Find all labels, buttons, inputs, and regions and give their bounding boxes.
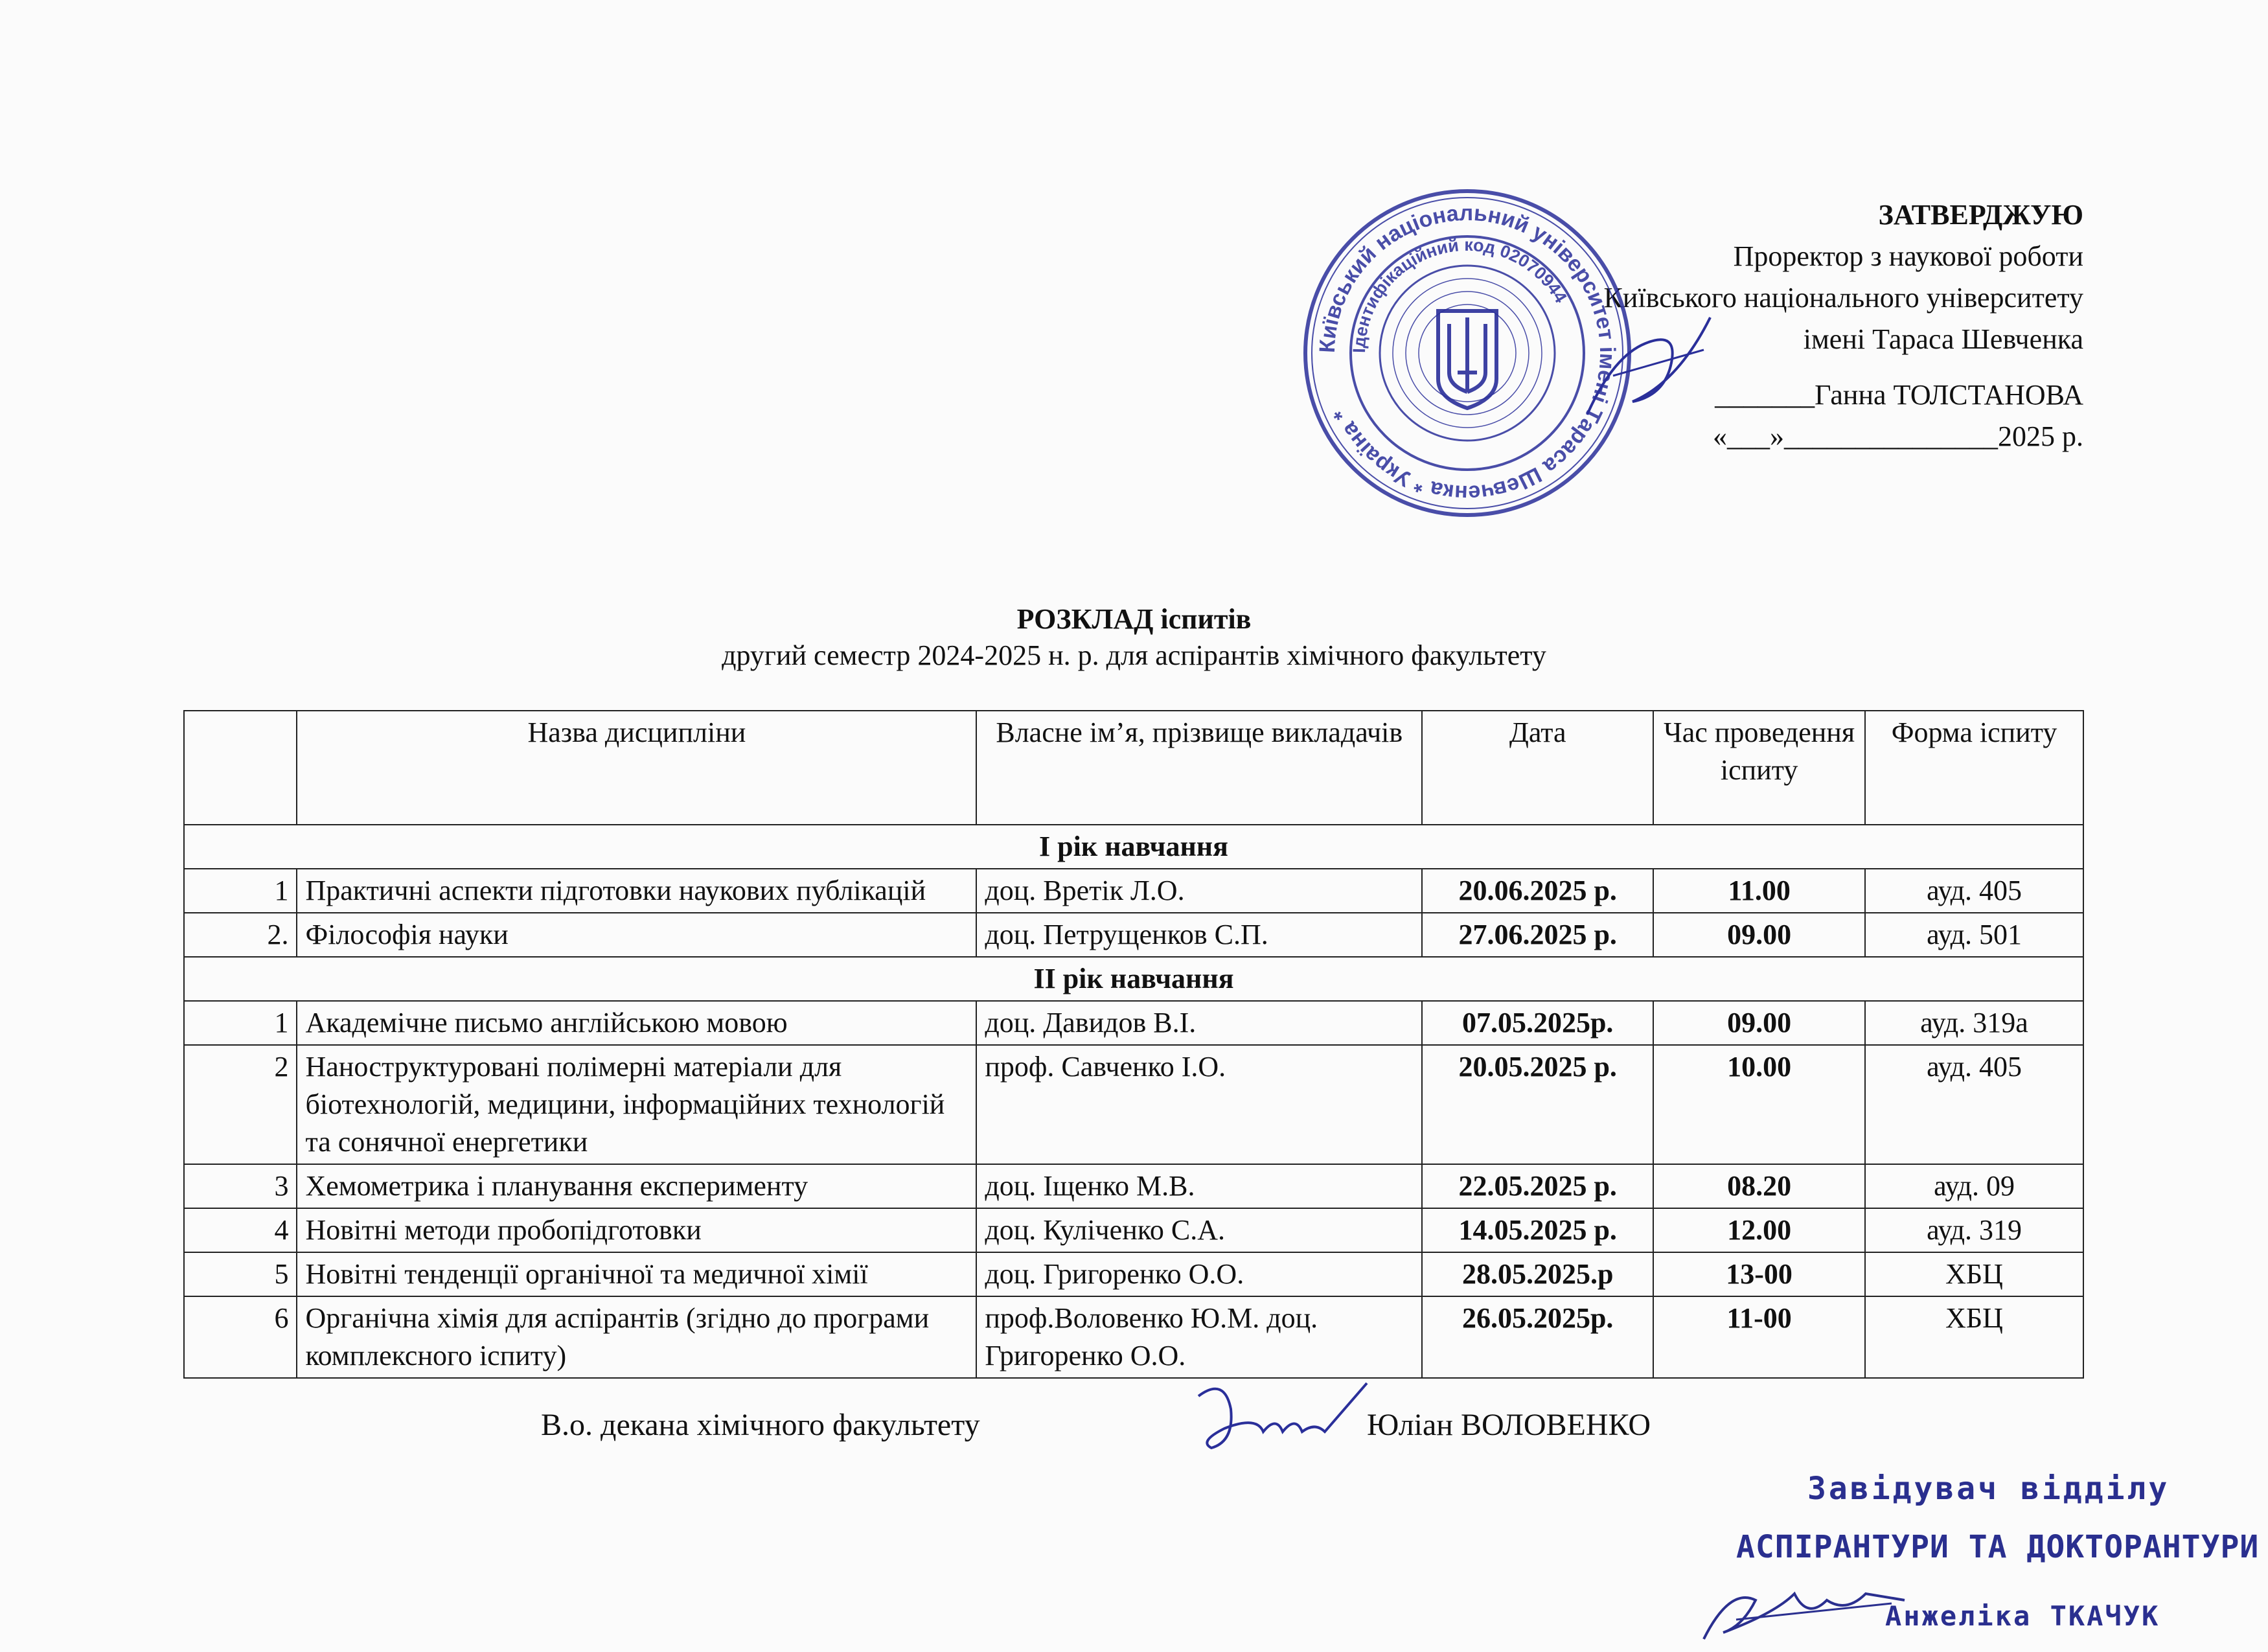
row-date: 20.05.2025 р. — [1422, 1045, 1653, 1164]
row-form: ауд. 319 — [1865, 1208, 2083, 1252]
dean-title: В.о. декана хімічного факультету — [541, 1408, 980, 1442]
row-date: 26.05.2025р. — [1422, 1296, 1653, 1378]
row-discipline: Новітні тенденції органічної та медичної хімії — [297, 1252, 976, 1296]
row-form: ауд. 405 — [1865, 869, 2083, 913]
schedule-title: РОЗКЛАД іспитів — [1016, 603, 1252, 635]
row-num: 3 — [184, 1164, 297, 1208]
row-teacher: проф.Воловенко Ю.М. доц. Григоренко О.О. — [976, 1296, 1422, 1378]
row-time: 08.20 — [1653, 1164, 1865, 1208]
schedule-subtitle: другий семестр 2024-2025 н. р. для аспірантів хімічного факультету — [722, 639, 1546, 671]
row-teacher: проф. Савченко І.О. — [976, 1045, 1422, 1164]
row-time: 09.00 — [1653, 913, 1865, 957]
header-date: Дата — [1422, 711, 1653, 825]
row-teacher: доц. Іщенко М.В. — [976, 1164, 1422, 1208]
row-form: ауд. 09 — [1865, 1164, 2083, 1208]
approval-university: Київського національного університету — [1603, 282, 2083, 314]
row-date: 14.05.2025 р. — [1422, 1208, 1653, 1252]
table-row — [184, 1208, 2083, 1252]
seal-ring-text: Київський національний університет імені Тараса Шевченка * Україна * — [1314, 200, 1620, 506]
row-form: ауд. 319а — [1865, 1001, 2083, 1045]
row-teacher: доц. Куліченко С.А. — [976, 1208, 1422, 1252]
table-row — [184, 1045, 2083, 1164]
rector-signature — [1574, 304, 1723, 434]
row-teacher: доц. Григоренко О.О. — [976, 1252, 1422, 1296]
table-row — [184, 1001, 2083, 1045]
row-time: 13-00 — [1653, 1252, 1865, 1296]
row-num: 5 — [184, 1252, 297, 1296]
row-time: 09.00 — [1653, 1001, 1865, 1045]
seal-inner-text: Ідентифікаційний код 02070944 — [1349, 235, 1571, 354]
approval-signer: _______Ганна ТОЛСТАНОВА — [1715, 379, 2083, 411]
approval-university-name: імені Тараса Шевченка — [1803, 323, 2083, 355]
approval-heading: ЗАТВЕРДЖУЮ — [1878, 199, 2083, 231]
row-discipline: Практичні аспекти підготовки наукових публікацій — [297, 869, 976, 913]
row-num: 2. — [184, 913, 297, 957]
row-teacher: доц. Вретік Л.О. — [976, 869, 1422, 913]
table-header-row — [184, 711, 2083, 825]
header-num — [184, 711, 297, 825]
row-teacher: доц. Давидов В.І. — [976, 1001, 1422, 1045]
table-row — [184, 913, 2083, 957]
row-discipline: Хемометрика і планування експерименту — [297, 1164, 976, 1208]
row-time: 11.00 — [1653, 869, 1865, 913]
row-date: 07.05.2025р. — [1422, 1001, 1653, 1045]
row-date: 27.06.2025 р. — [1422, 913, 1653, 957]
row-num: 4 — [184, 1208, 297, 1252]
year-row — [184, 957, 2083, 1001]
table-row — [184, 1252, 2083, 1296]
row-num: 6 — [184, 1296, 297, 1378]
table-row — [184, 1164, 2083, 1208]
row-discipline: Органічна хімія для аспірантів (згідно до програми комплексного іспиту) — [297, 1296, 976, 1378]
header-teacher: Власне ім’я, прізвище викладачів — [976, 711, 1422, 825]
row-discipline: Академічне письмо англійською мовою — [297, 1001, 976, 1045]
row-discipline: Наноструктуровані полімерні матеріали для біотехнологій, медицини, інформаційних технологій та сонячної енергетики — [297, 1045, 976, 1164]
dept-stamp-line2: АСПІРАНТУРИ ТА ДОКТОРАНТУРИ — [1736, 1529, 2260, 1565]
header-discipline: Назва дисципліни — [297, 711, 976, 825]
table-row — [184, 1296, 2083, 1378]
row-num: 2 — [184, 1045, 297, 1164]
year1-label: І рік навчання — [184, 825, 2083, 869]
table-row — [184, 869, 2083, 913]
approval-position: Проректор з наукової роботи — [1733, 240, 2083, 272]
row-num: 1 — [184, 1001, 297, 1045]
dean-name: Юліан ВОЛОВЕНКО — [1367, 1408, 1651, 1442]
row-date: 20.06.2025 р. — [1422, 869, 1653, 913]
header-time: Час проведення іспиту — [1653, 711, 1865, 825]
row-form: ауд. 405 — [1865, 1045, 2083, 1164]
header-form: Форма іспиту — [1865, 711, 2083, 825]
row-time: 10.00 — [1653, 1045, 1865, 1164]
dept-head-signature — [1697, 1574, 1911, 1652]
row-discipline: Філософія науки — [297, 913, 976, 957]
year2-label: ІІ рік навчання — [184, 957, 2083, 1001]
dept-stamp-line1: Завідувач відділу — [1807, 1471, 2170, 1507]
row-date: 22.05.2025 р. — [1422, 1164, 1653, 1208]
approval-date-line: «___»_______________2025 р. — [1713, 420, 2083, 452]
year-row — [184, 825, 2083, 869]
row-teacher: доц. Петрущенков С.П. — [976, 913, 1422, 957]
row-time: 12.00 — [1653, 1208, 1865, 1252]
trident-emblem-icon — [1438, 311, 1496, 408]
row-num: 1 — [184, 869, 297, 913]
row-form: ХБЦ — [1865, 1296, 2083, 1378]
dept-stamp-line3: Анжеліка ТКАЧУК — [1885, 1600, 2160, 1632]
exam-schedule-table — [183, 710, 2084, 1379]
dean-signature — [1186, 1370, 1380, 1467]
row-form: ауд. 501 — [1865, 913, 2083, 957]
row-time: 11-00 — [1653, 1296, 1865, 1378]
row-discipline: Новітні методи пробопідготовки — [297, 1208, 976, 1252]
row-date: 28.05.2025.р — [1422, 1252, 1653, 1296]
row-form: ХБЦ — [1865, 1252, 2083, 1296]
